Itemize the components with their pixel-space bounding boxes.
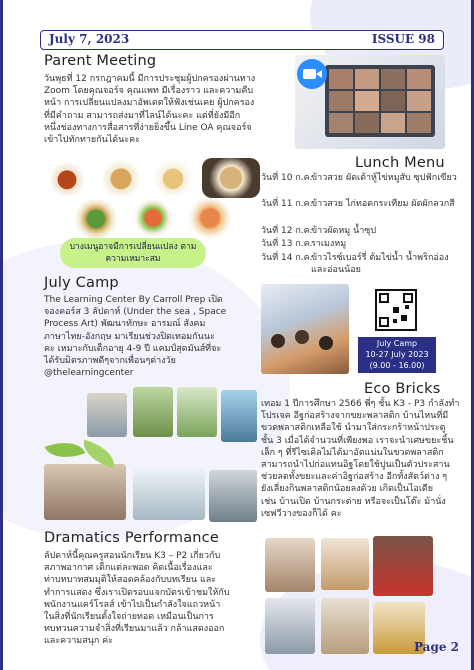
zoom-meeting-photo: [295, 55, 445, 149]
food-photo-3: [149, 158, 197, 196]
food-photo-6: [129, 198, 177, 238]
july-camp-title: July Camp: [44, 275, 119, 291]
july-camp-photo: [261, 284, 349, 374]
header-bar: [40, 30, 444, 50]
dramatics-photo-3: [373, 536, 433, 596]
eco-bricks-photo-2: [133, 387, 173, 437]
dramatics-text: ลัปดาห์นี้คุณครูสอนนักเรียน K3 – P2 เกี่ยวกับ สภาพอากาศ เด็กแต่ละพอด คิดเนื้อเรื่องและ ท่าบทบาทสมมุติให้สอดคล้องกับบทเรียน และ ทำการแสดง ซึ่งเราเปิดรอบแจกบัตรเข้าชมให้กับ พนักงานแคร์โรลส์ เข้าไปเป็นกำลังใจแถวหน้า ในสิ่งที่นักเรียนตั้งใจถ่ายทอด เหมือนเป็นการ ทบทวนความจำสิ่งที่เรียนมาแล้ว กล้าแสดงออก และความสนุก ค่ะ: [44, 551, 230, 647]
eco-bricks-photo-1: [87, 393, 127, 437]
leaf-decoration-icon: [45, 434, 86, 465]
july-camp-text: The Learning Center By Carroll Prep เปิด จองคอร์ส 3 ลัปดาห์ (Under the sea , Space Process Art) พัฒนาทักษะ อารมณ์ สังคม ภาษาไทย-อังกฤษ มาเรียนช่วงปิดเทอมกันนะ คะ เหมาะกับเด็กอายุ 4-9 ปี แคมป์สุดมันส์ที่จะ ได้รับมิตรภาพดีๆจากเพื่อนๆต่างวัย @thelearningcenter: [44, 295, 227, 379]
food-photo-4: [202, 158, 260, 198]
zoom-logo-icon: [297, 59, 327, 89]
list-item: วันที่ 11 ก.ค. ข้าวสวย ไก่ทอดกระเทียม ผัดผักลวกสี: [261, 199, 455, 209]
food-photo-2: [96, 158, 146, 196]
menu-change-note: บางเมนูอาจมีการเปลี่ยนแปลง ตามความเหมาะสม: [60, 238, 206, 268]
dramatics-photo-1: [265, 538, 315, 592]
eco-bricks-photo-7: [209, 470, 257, 522]
qr-code[interactable]: [375, 289, 417, 331]
eco-bricks-photo-6: [133, 468, 205, 520]
lunch-menu-title: Lunch Menu: [355, 155, 445, 171]
issue-number: ISSUE 98: [371, 32, 435, 46]
list-item: วันที่ 13 ก.ค. ราเมงหมู: [261, 239, 347, 249]
page-number: Page 2: [413, 640, 459, 654]
food-photo-1: [44, 160, 90, 196]
list-item: วันที่ 14 ก.ค. ข้าวไรซ์เบอร์รี่ ต้มไข่น้ำ น้ำพริกอ่องและอ่อนน้อย: [261, 253, 449, 275]
dramatics-photo-4: [265, 598, 315, 654]
eco-bricks-photo-5: [44, 464, 126, 520]
parent-meeting-title: Parent Meeting: [44, 53, 157, 69]
camp-date-box: July Camp 10-27 July 2023 (9.00 - 16.00): [358, 337, 436, 373]
food-photo-7: [181, 198, 239, 238]
lunch-menu-list: [261, 173, 466, 283]
list-item: วันที่ 10 ก.ค. ข้าวสวย ผัดเต้าหู้ไข่หมูสับ ซุปฟักเขียว: [261, 173, 457, 183]
eco-bricks-title: Eco Bricks: [364, 381, 441, 397]
dramatics-title: Dramatics Performance: [44, 530, 219, 546]
list-item: วันที่ 12 ก.ค. ข้าวผัดหมู น้ำซุป: [261, 226, 377, 236]
dramatics-photo-2: [321, 538, 369, 590]
food-photo-5: [67, 200, 125, 238]
issue-date: July 7, 2023: [49, 32, 130, 46]
dramatics-photo-5: [321, 598, 369, 654]
eco-bricks-photo-3: [177, 387, 217, 437]
eco-bricks-photo-4: [221, 390, 257, 442]
eco-bricks-text: เทอม 1 ปีการศึกษา 2566 พี่ๆ ชั้น K3 - P3 กำลังทำ โปรเจค อีฐก่อสร้างจากขยะพลาสติก บ้านไหนที่มี ขวดพลาสติกเหลือใช้ นำมาใส่กระกร้าหน้าประตู ชั้น 3 เมื่อได้จำนวนที่เพียงพอ เราจะนำเศษขยะชิ้น เล็ก ๆ ที่รีไซเคิลไม่ได้มาอัดแน่นในขวดพลาสติก สามารถนำไปก่อแทนอิฐโดยใช้ปูนเป็นตัวประสาน ช่วยลดทั้งขยะและค่าอิฐก่อสร้าง อีกทั้งสัตว์ต่าง ๆ ยังเลี่ยงกินพลาสติกน้อยลงด้วย เกิดเป็นไอเดีย เช่น บ้านเปิด บ้านกระต่าย หรือจะเป็นโต๊ะ ม้านั่ง เซฟวีวางของก็ได้ คะ: [261, 399, 460, 519]
parent-meeting-text: วันพุธที่ 12 กรกฎาคมนี้ มีการประชุมผู้ปกครองผ่านทาง Zoom โดยคุณจอร์จ คุณแพท มีเรื่องราว และความคืบ หน้า การเปลี่ยนแปลงมาอัพเดตให้ฟังเช่นเคย ผู้ปกครอง ที่มีคำถาม สามารถส่งมาที่ไลน์ได้นะคะ แต่ที่ยังมีอีก หนึ่งช่องทางการสื่อสารที่ง่ายยิ่งขึ้น Line OA คุณจอร์จ เข้าไปทักทายกันได้นะคะ: [44, 74, 256, 146]
